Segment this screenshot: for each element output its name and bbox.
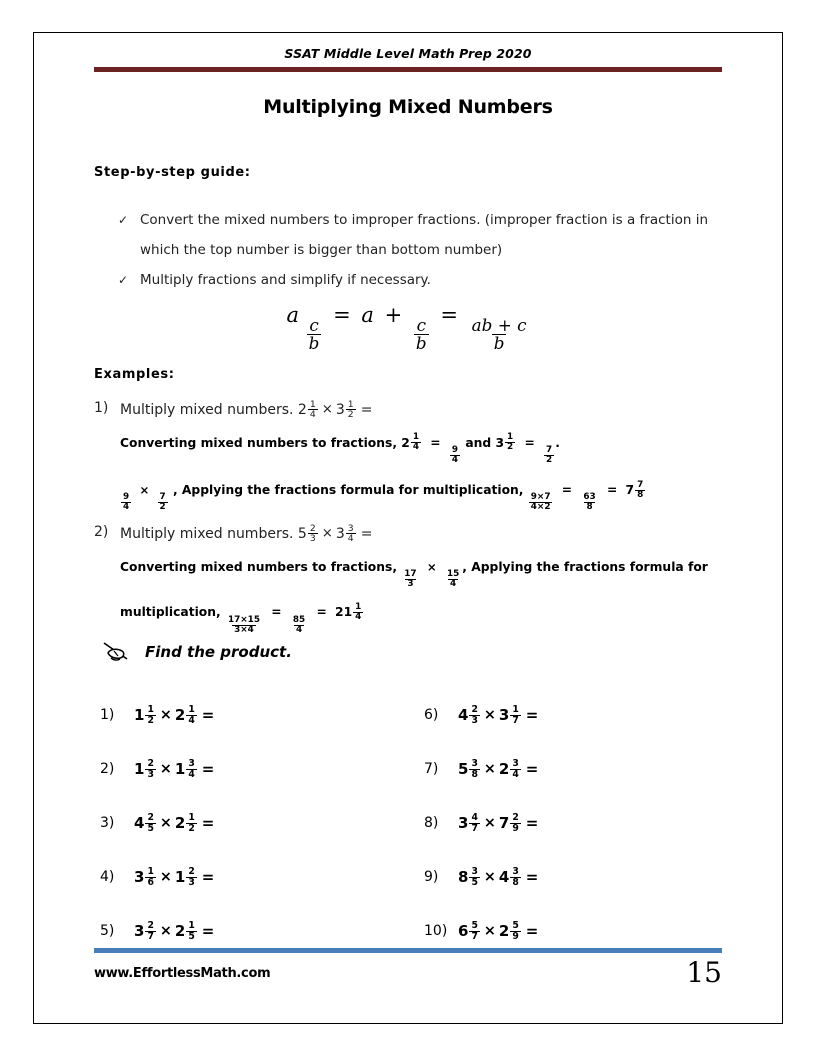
exercise-expression: 3 $\frac{4}{7}$ × 7 $\frac{2}{9}$ = [458, 812, 539, 834]
example-1-prompt: Multiply mixed numbers. [120, 401, 294, 418]
check-icon: ✓ [118, 213, 129, 227]
formula-fraction-result: $\frac{ab + c}{b}$ [471, 314, 527, 353]
example-1-mixed-1: 2 $\frac{1}{4}$ [297, 399, 316, 421]
exercise-expression: 4 $\frac{2}{3}$ × 3 $\frac{1}{7}$ = [458, 704, 539, 726]
header-rule [94, 67, 722, 72]
example-1-mixed-2: 3 $\frac{1}{2}$ [335, 399, 354, 421]
example-2-detail-line-1: Converting mixed numbers to fractions, $\frac{17}{3}$ × $\frac{15}{4}$ , Applying the fractions formula for [120, 559, 708, 590]
example-1-statement [94, 400, 724, 420]
exercise-number: 6) [424, 707, 439, 723]
example-2-mixed-1: 5 $\frac{2}{3}$ [297, 523, 316, 545]
running-header [94, 46, 722, 72]
exercise-number: 5) [100, 923, 115, 939]
exercise-number: 2) [100, 761, 115, 777]
formula-equals-2: = [440, 303, 458, 327]
guide-list [118, 205, 728, 295]
formula-a2: a [361, 303, 374, 327]
page-number: 15 [686, 956, 722, 989]
exercise-expression: 5 $\frac{3}{8}$ × 2 $\frac{3}{4}$ = [458, 758, 539, 780]
check-icon: ✓ [118, 273, 129, 287]
guide-item [118, 265, 728, 295]
formula-equals: = [333, 303, 351, 327]
example-2-statement [94, 524, 724, 544]
exercise-number: 8) [424, 815, 439, 831]
formula-plus: + [384, 303, 403, 327]
exercise-column-right [424, 688, 724, 958]
pen-nib-icon [101, 640, 135, 664]
exercise-item [424, 850, 724, 904]
exercise-expression: 1 $\frac{2}{3}$ × 1 $\frac{3}{4}$ = [134, 758, 215, 780]
footer-rule [94, 948, 722, 953]
page-title: Multiplying Mixed Numbers [263, 96, 553, 118]
formula-fraction-cb: $\frac{c}{b}$ [308, 314, 320, 353]
exercise-item [424, 796, 724, 850]
exercise-number: 10) [424, 923, 448, 939]
exercise-expression: 3 $\frac{2}{7}$ × 2 $\frac{1}{5}$ = [134, 920, 215, 942]
guide-heading: Step-by-step guide: [94, 165, 251, 180]
example-2 [94, 524, 724, 635]
example-1-number: 1) [94, 400, 109, 416]
guide-item-text: Multiply fractions and simplify if necessary. [140, 272, 431, 288]
example-1 [94, 400, 724, 512]
formula-a: a [286, 303, 299, 327]
exercise-number: 7) [424, 761, 439, 777]
guide-item [118, 205, 728, 265]
directive-row [101, 640, 292, 664]
formula-fraction-cb2: $\frac{c}{b}$ [415, 314, 427, 353]
exercise-expression: 8 $\frac{3}{5}$ × 4 $\frac{3}{8}$ = [458, 866, 539, 888]
example-1-detail-line-1: Converting mixed numbers to fractions, 2 $\frac{1}{4}$ = $\frac{9}{4}$ and 3 $\frac{1}{2}$ = $\frac{7}{2}$ . [120, 432, 560, 465]
exercise-expression: 6 $\frac{5}{7}$ × 2 $\frac{5}{9}$ = [458, 920, 539, 942]
exercise-number: 1) [100, 707, 115, 723]
example-2-prompt: Multiply mixed numbers. [120, 525, 294, 542]
running-header-text: SSAT Middle Level Math Prep 2020 [284, 46, 532, 61]
example-2-detail-line-2: multiplication, $\frac{17\times 15}{3\times 4}$ = $\frac{85}{4}$ = 21 $\frac{1}{4}$ [120, 601, 362, 635]
exercise-expression: 1 $\frac{1}{2}$ × 2 $\frac{1}{4}$ = [134, 704, 215, 726]
exercise-item [424, 688, 724, 742]
exercise-column-left [100, 688, 400, 958]
example-2-expression: Multiply mixed numbers. 5 $\frac{2}{3}$ × 3 $\frac{3}{4}$ = [120, 523, 373, 545]
exercise-item [424, 742, 724, 796]
directive-text: Find the product. [145, 643, 292, 661]
example-2-number: 2) [94, 524, 109, 540]
example-2-mixed-2: 3 $\frac{3}{4}$ [335, 523, 354, 545]
exercise-item [100, 742, 400, 796]
exercise-expression: 4 $\frac{2}{5}$ × 2 $\frac{1}{2}$ = [134, 812, 215, 834]
exercise-item [100, 796, 400, 850]
examples-heading: Examples: [94, 367, 175, 382]
guide-item-text: Convert the mixed numbers to improper fractions. (improper fraction is a fraction in which the top number is bigger than bottom number) [140, 212, 709, 258]
mixed-number-formula [94, 303, 722, 352]
exercise-expression: 3 $\frac{1}{6}$ × 1 $\frac{2}{3}$ = [134, 866, 215, 888]
exercise-number: 9) [424, 869, 439, 885]
exercise-item [100, 850, 400, 904]
exercise-number: 3) [100, 815, 115, 831]
example-1-expression: Multiply mixed numbers. 2 $\frac{1}{4}$ × 3 $\frac{1}{2}$ = [120, 399, 373, 421]
footer-website: www.EffortlessMath.com [94, 966, 271, 981]
exercise-number: 4) [100, 869, 115, 885]
example-1-detail-line-2: $\frac{9}{4}$ × $\frac{7}{2}$ , Applying the fractions formula for multiplication, $\frac{9\times 7}{4\times 2}$ = $\frac{63}{8}$ = 7 $\frac{7}{8}$ [123, 479, 644, 513]
exercise-item [100, 688, 400, 742]
